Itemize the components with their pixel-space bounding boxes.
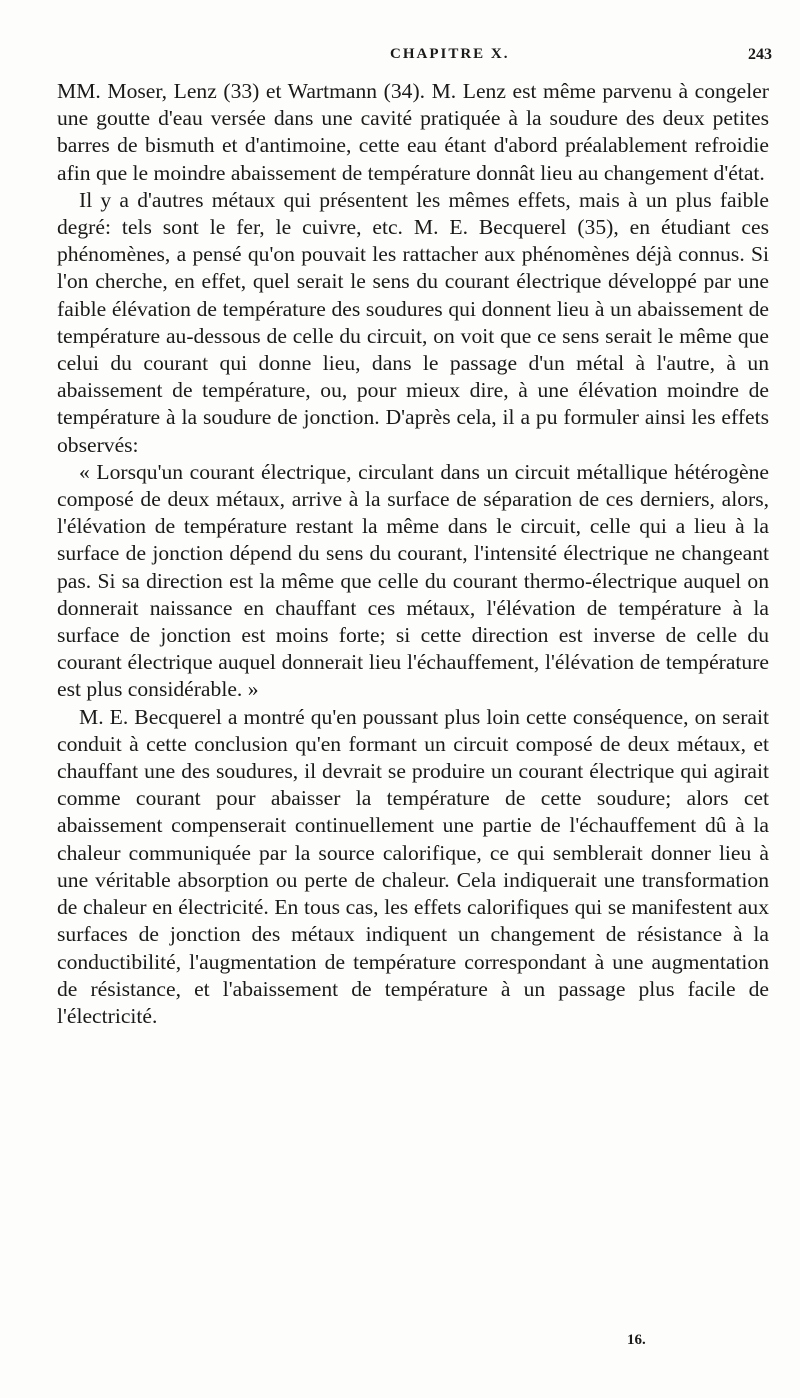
signature-mark: 16. (627, 1332, 646, 1348)
body-text (57, 78, 769, 1030)
paragraph-4: M. E. Becquerel a montré qu'en poussant plus loin cette conséquence, on serait conduit à cette conclusion qu'en formant un circuit composé de deux métaux, et chauffant une des soudures, il devrait se produire un courant électrique qui agirait comme courant pour abaisser la température de cette soudure; alors cet abaissement compenserait continuellement une partie de l'échauffement dû à la chaleur communiquée par la source calorifique, ce qui semblerait donner lieu à une véritable absorption ou perte de chaleur. Cela indiquerait une transformation de chaleur en électricité. En tous cas, les effets calorifiques qui se manifestent aux surfaces de jonction des métaux indiquent un changement de résistance à la conductibilité, l'augmentation de température correspondant à une augmentation de résistance, et l'abaissement de température à un passage plus facile de l'électricité. (57, 704, 769, 1028)
chapter-title: CHAPITRE X. (390, 46, 510, 62)
page-number: 243 (748, 46, 772, 63)
paragraph-2: Il y a d'autres métaux qui présentent les mêmes effets, mais à un plus faible degré: tels sont le fer, le cuivre, etc. M. E. Becquerel (35), en étudiant ces phénomènes, a pensé qu'on pouvait les rattacher aux phénomènes déjà connus. Si l'on cherche, en effet, quel serait le sens du courant électrique développé par une faible élévation de température des soudures qui donnent lieu à un abaissement de température au-dessous de celle du circuit, on voit que ce sens serait le même que celui du courant qui donne lieu, dans le passage d'un métal à l'autre, à un abaissement de température, ou, pour mieux dire, à une élévation moindre de température à la soudure de jonction. D'après cela, il a pu formuler ainsi les effets observés: (57, 187, 769, 457)
paragraph-quote: « Lorsqu'un courant électrique, circulant dans un circuit métallique hétérogène composé de deux métaux, arrive à la surface de séparation de ces derniers, alors, l'élévation de température restant la même dans le circuit, celle qui a lieu à la surface de jonction dépend du sens du courant, l'intensité électrique ne changeant pas. Si sa direction est la même que celle du courant thermo-électrique auquel on donnerait naissance en chauffant ces métaux, l'élévation de température à la surface de jonction est moins forte; si cette direction est inverse de celle du courant électrique auquel donnerait lieu l'échauffement, l'élévation de température est plus considérable. » (57, 459, 769, 702)
paragraph-1: MM. Moser, Lenz (33) et Wartmann (34). M. Lenz est même parvenu à congeler une goutte d'eau versée dans une cavité pratiquée à la soudure des deux petites barres de bismuth et d'antimoine, cette eau étant d'abord préalablement refroidie afin que le moindre abaissement de température donnât lieu au changement d'état. (57, 79, 769, 185)
running-head (80, 46, 780, 72)
